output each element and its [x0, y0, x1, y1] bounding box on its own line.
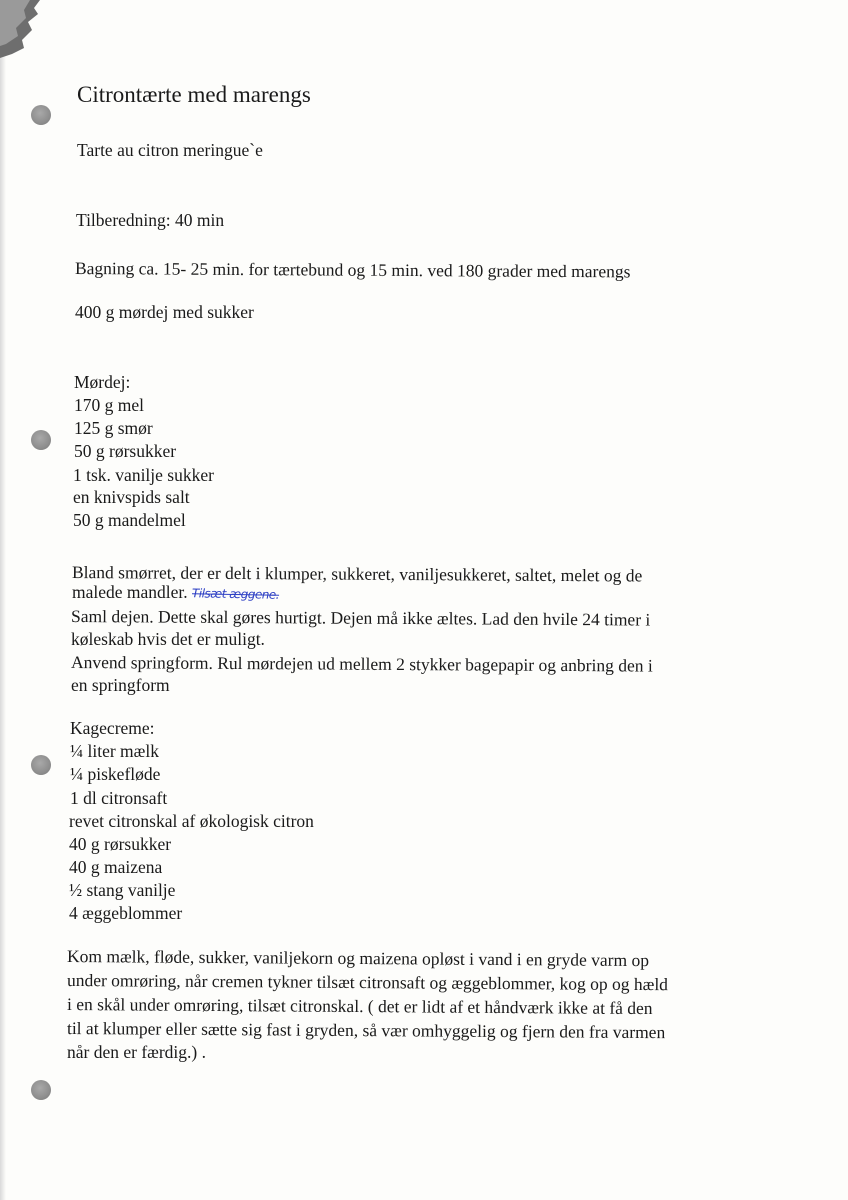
dough-instruction: Saml dejen. Dette skal gøres hurtigt. Dejen må ikke æltes. Lad den hvile 24 timer i — [70, 606, 651, 630]
dough-heading: Mørdej: — [74, 372, 131, 392]
recipe-title: Citrontærte med marengs — [77, 82, 311, 107]
dough-ingredient: en knivspids salt — [73, 487, 190, 507]
dough-ingredient: 170 g mel — [74, 395, 144, 415]
recipe-subtitle: Tarte au citron meringue`e — [77, 140, 263, 160]
cream-ingredient: 1 dl citronsaft — [70, 788, 168, 808]
cream-ingredient: ¼ piskefløde — [70, 764, 161, 784]
cream-ingredient: revet citronskal af økologisk citron — [69, 811, 314, 831]
cream-ingredient: ½ stang vanilje — [69, 880, 176, 900]
cream-instruction: til at klumper eller sætte sig fast i gryden, så vær omhyggelig og fjern den fra varmen — [66, 1018, 666, 1043]
handwritten-note: Tilsæt æggene. — [191, 586, 280, 602]
cream-ingredient: ¼ liter mælk — [70, 741, 159, 761]
cream-heading: Kagecreme: — [70, 718, 155, 738]
cream-instruction: i en skål under omrøring, tilsæt citronskal. ( det er lidt af et håndværk ikke at få den — [66, 994, 653, 1019]
dough-instruction: en springform — [71, 675, 170, 695]
dough-ingredient: 50 g mandelmel — [73, 510, 186, 530]
dough-ingredient: 125 g smør — [74, 418, 153, 438]
dough-instruction: Anvend springform. Rul mørdejen ud mellem 2 stykker bagepapir og anbring den i — [70, 652, 653, 676]
dough-amount: 400 g mørdej med sukker — [75, 302, 254, 322]
dough-instruction: køleskab hvis det er muligt. — [71, 629, 265, 649]
dough-instruction: Bland smørret, der er delt i klumper, sukkeret, vaniljesukkeret, saltet, melet og de — [71, 562, 643, 586]
cream-instruction: Kom mælk, fløde, sukker, vaniljekorn og maizena opløst i vand i en gryde varm op — [66, 946, 650, 971]
cream-ingredient: 40 g maizena — [69, 857, 163, 877]
dough-ingredient: 1 tsk. vanilje sukker — [73, 465, 214, 485]
cream-ingredient: 40 g rørsukker — [69, 834, 172, 854]
baking-time: Bagning ca. 15- 25 min. for tærtebund og 15 min. ved 180 grader med marengs — [74, 258, 631, 282]
cream-instruction: under omrøring, når cremen tykner tilsæt citronsaft og æggeblommer, kog op og hæld — [66, 970, 669, 995]
dough-ingredient: 50 g rørsukker — [74, 441, 177, 461]
dough-instruction-line — [72, 582, 279, 603]
prep-time: Tilberedning: 40 min — [76, 210, 225, 230]
dough-instruction: malede mandler. — [72, 582, 188, 602]
cream-instruction: når den er færdig.) . — [67, 1042, 206, 1062]
cream-ingredient: 4 æggeblommer — [69, 903, 183, 923]
